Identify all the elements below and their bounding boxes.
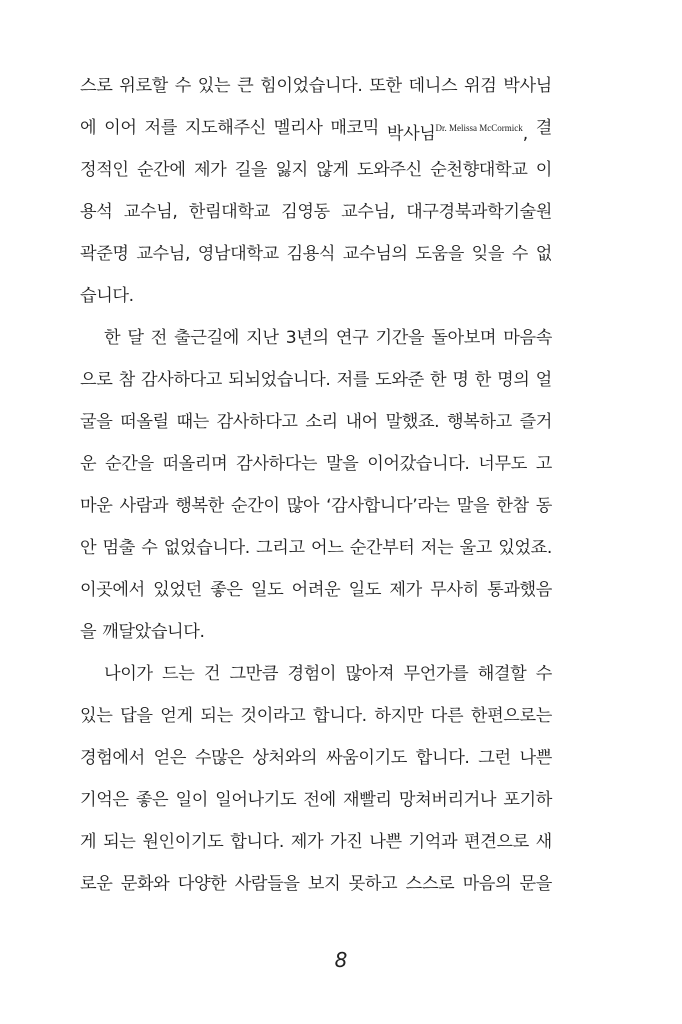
word: 망쳐버리거나 — [398, 790, 497, 810]
word: 교수님, — [136, 244, 191, 264]
word: 좋은 — [210, 580, 243, 600]
word: 저를 — [144, 118, 177, 138]
word: 도움을 — [415, 244, 464, 264]
word: 한 — [429, 370, 447, 390]
word: 가진 — [330, 832, 363, 852]
word: 무언가를 — [403, 664, 469, 684]
word: 수 — [174, 76, 191, 96]
text-line — [80, 191, 552, 233]
word: 순간부터 — [349, 538, 415, 558]
word: 사람과 — [119, 496, 169, 516]
word: 박사님 — [503, 76, 552, 96]
word: 답을 — [120, 706, 153, 726]
word: 순간이 — [230, 496, 280, 516]
word: 출근길에 — [174, 328, 239, 348]
word: 데니스 — [408, 76, 458, 96]
word: 그리고 — [256, 538, 305, 558]
word: 어느 — [310, 538, 344, 558]
word: 그런 — [478, 748, 511, 768]
word: 통과했음 — [487, 580, 552, 600]
word: 위검 — [464, 76, 497, 96]
word: 포기하 — [503, 790, 552, 810]
text-line — [80, 149, 552, 191]
word: 마음의 — [462, 874, 512, 894]
word: 수 — [535, 664, 552, 684]
word: 로운 — [80, 874, 113, 894]
word: 이어 — [104, 118, 137, 138]
word: 수 — [141, 538, 158, 558]
word: 참 — [118, 370, 135, 390]
word: 재빨리 — [343, 790, 392, 810]
word: 3년의 — [285, 328, 329, 348]
word: 감사하다는 — [236, 454, 318, 474]
word: 김용식 — [286, 244, 336, 264]
text-line — [80, 485, 552, 527]
word: 보지 — [307, 874, 341, 894]
word: 울고 — [459, 538, 492, 558]
word: 저를 — [336, 370, 370, 390]
word: 연구 — [335, 328, 369, 348]
word: 않게 — [316, 160, 349, 180]
text-line — [80, 611, 552, 653]
word: 있는 — [197, 76, 231, 96]
word: 행복하고 — [446, 412, 512, 432]
word: 합니다. — [230, 832, 284, 852]
word: 문화와 — [120, 874, 170, 894]
word: 감사하다고 — [216, 412, 298, 432]
word: 때는 — [176, 412, 209, 432]
word: 한 — [474, 370, 491, 390]
word: 얼 — [535, 370, 552, 390]
word: 없었습니다. — [163, 538, 250, 558]
word: 위로할 — [119, 76, 168, 96]
word: 고 — [535, 454, 552, 474]
word: 순천향대학교 — [430, 160, 528, 180]
word: 게 — [80, 832, 97, 852]
word: 편견으로 — [464, 832, 529, 852]
word: 도와주신 — [357, 160, 422, 180]
word: 한참 — [496, 496, 529, 516]
word: 기억과 — [408, 832, 458, 852]
text-line — [80, 317, 552, 359]
word: 지난 — [246, 328, 279, 348]
word: 되뇌었습니다. — [228, 370, 331, 390]
text-line — [80, 359, 552, 401]
word: 좋은 — [135, 790, 169, 810]
word: 어려운 — [291, 580, 341, 600]
word: 전에 — [303, 790, 336, 810]
word: 하지만 — [374, 706, 424, 726]
text-line — [80, 695, 552, 737]
word: 이어갔습니다. — [367, 454, 470, 474]
word: 순간에 — [136, 160, 186, 180]
word: 일어나기도 — [215, 790, 297, 810]
word: 정적인 — [80, 160, 129, 180]
word: ‘감사합니다’라는 — [326, 496, 450, 516]
word: 수 — [511, 244, 528, 264]
text-line — [80, 569, 552, 611]
word: 그만큼 — [229, 664, 279, 684]
word: 저는 — [420, 538, 454, 558]
word: 으로 — [80, 370, 113, 390]
word: 동 — [535, 496, 552, 516]
text-line — [80, 401, 552, 443]
word: 제가 — [193, 160, 227, 180]
word: 행복한 — [175, 496, 224, 516]
word: 깨달았습니다. — [102, 622, 205, 642]
word: 매코믹 — [330, 118, 379, 138]
word: 문을 — [519, 874, 552, 894]
word: 달 — [127, 328, 144, 348]
word: 일이 — [175, 790, 208, 810]
word: 싸움이기도 — [325, 748, 407, 768]
word: 대구경북과학기술원 — [406, 202, 552, 222]
word: 다른 — [430, 706, 464, 726]
word: 잃지 — [275, 160, 308, 180]
word: 교수님의 — [342, 244, 408, 264]
word: 많아져 — [345, 664, 395, 684]
word: 명 — [452, 370, 469, 390]
text-line — [80, 779, 552, 821]
word: 제가 — [389, 580, 422, 600]
word: 해결할 — [477, 664, 527, 684]
word: 상처와의 — [252, 748, 318, 768]
word: 이곳에서 — [80, 580, 145, 600]
word: 제가 — [290, 832, 324, 852]
word: 말했죠. — [385, 412, 440, 432]
word: 경험이 — [287, 664, 337, 684]
word: 내어 — [345, 412, 378, 432]
word: 운 — [80, 454, 97, 474]
text-line — [80, 107, 552, 149]
page-number: 8 — [334, 948, 348, 972]
word: 얻게 — [160, 706, 193, 726]
text-line — [80, 737, 552, 779]
body-text — [80, 65, 552, 905]
word: 떠올릴 — [120, 412, 169, 432]
word: 나쁜 — [369, 832, 402, 852]
word: 합니다. — [313, 706, 367, 726]
word: 김영동 — [281, 202, 330, 222]
word: 있는 — [80, 706, 113, 726]
word: 것이라고 — [240, 706, 306, 726]
word: 다양한 — [177, 874, 227, 894]
word: 많아 — [286, 496, 320, 516]
word: 못하고 — [348, 874, 398, 894]
word: 스스로 — [405, 874, 455, 894]
word: 수많은 — [194, 748, 244, 768]
text-line — [80, 233, 552, 275]
word: 건 — [203, 664, 221, 684]
word: 전 — [150, 328, 167, 348]
word: 을 — [80, 622, 97, 642]
word: 기간을 — [375, 328, 425, 348]
word: 한 — [104, 328, 121, 348]
word: 박사님$^{Dr. Melissa McCormick}$, — [386, 123, 528, 144]
word: 길을 — [234, 160, 268, 180]
word: 한림대학교 — [188, 202, 270, 222]
word: 일도 — [250, 580, 284, 600]
word: 큰 — [237, 76, 254, 96]
word: 말을 — [325, 454, 359, 474]
word: 마운 — [80, 496, 113, 516]
word: 무사히 — [430, 580, 479, 600]
text-line — [80, 653, 552, 695]
word: 교수님, — [341, 202, 395, 222]
word: 되는 — [200, 706, 233, 726]
word: 지도해주신 — [184, 118, 266, 138]
word: 힘이었습니다. — [260, 76, 363, 96]
text-line — [80, 65, 552, 107]
text-line — [80, 275, 552, 317]
word: 있었던 — [153, 580, 202, 600]
name-annotation: Dr. Melissa McCormick — [435, 123, 523, 133]
word: 말을 — [456, 496, 490, 516]
word: 또한 — [369, 76, 402, 96]
text-line — [80, 821, 552, 863]
word: 소리 — [305, 412, 338, 432]
word: 드는 — [162, 664, 195, 684]
word: 일도 — [348, 580, 382, 600]
word: 순간을 — [105, 454, 154, 474]
word: 굴을 — [80, 412, 113, 432]
word: 교수님, — [123, 202, 178, 222]
word: 안 — [80, 538, 97, 558]
word: 합니다. — [415, 748, 470, 768]
word: 있었죠. — [498, 538, 552, 558]
word: 잊을 — [471, 244, 505, 264]
word: 되는 — [103, 832, 136, 852]
word: 나이가 — [104, 664, 153, 684]
word: 사람들을 — [234, 874, 300, 894]
word: 습니다. — [80, 286, 134, 306]
word: 너무도 — [478, 454, 527, 474]
word: 영남대학교 — [197, 244, 279, 264]
word: 스로 — [80, 76, 113, 96]
word: 기억은 — [80, 790, 129, 810]
word: 즐거 — [519, 412, 552, 432]
word: 얻은 — [153, 748, 187, 768]
word: 결 — [535, 118, 552, 138]
word: 에 — [80, 118, 97, 138]
word: 마음속 — [503, 328, 552, 348]
word: 떠올리며 — [162, 454, 228, 474]
text-line — [80, 863, 552, 905]
word: 멈출 — [102, 538, 135, 558]
word: 새 — [535, 832, 552, 852]
text-line — [80, 527, 552, 569]
word: 한편으로는 — [470, 706, 552, 726]
word: 나쁜 — [519, 748, 552, 768]
word: 이 — [535, 160, 552, 180]
text-line — [80, 443, 552, 485]
word: 용석 — [80, 202, 113, 222]
word: 멜리사 — [273, 118, 323, 138]
word: 곽준명 — [80, 244, 129, 264]
word: 감사하다고 — [140, 370, 222, 390]
word: 경험에서 — [80, 748, 145, 768]
word: 없 — [535, 244, 552, 264]
word: 원인이기도 — [142, 832, 224, 852]
word: 도와준 — [375, 370, 424, 390]
word: 돌아보며 — [431, 328, 497, 348]
word: 명의 — [497, 370, 530, 390]
